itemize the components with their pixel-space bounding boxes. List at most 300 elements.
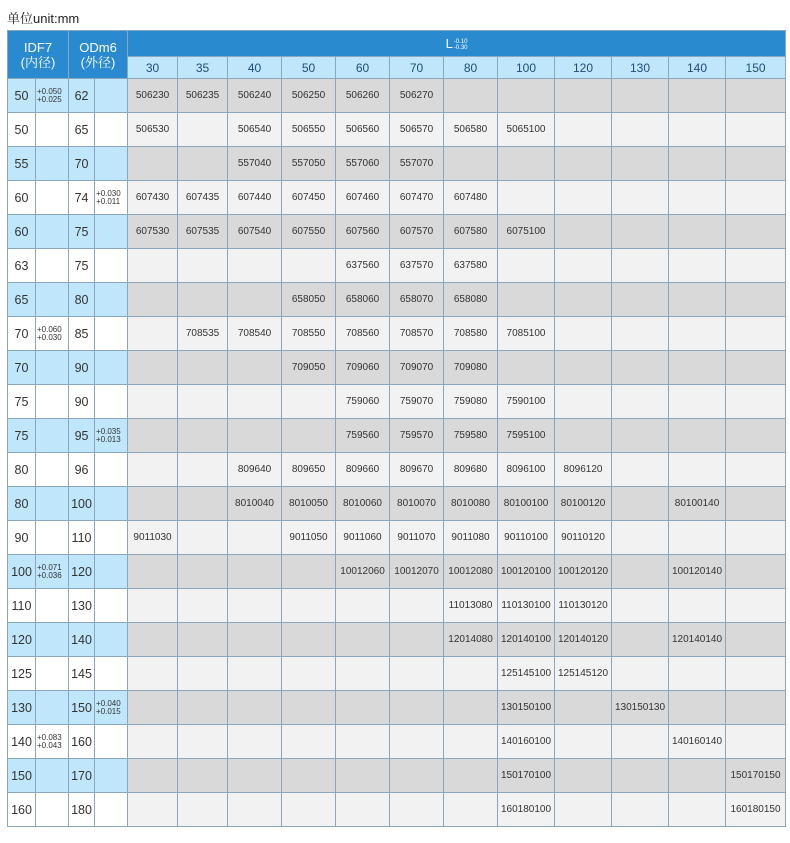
outer-diameter-tolerance: +0.035 +0.013 [96,426,121,444]
inner-diameter-tolerance-cell [36,351,69,385]
part-number-cell [726,725,786,759]
length-header-cell: 120 [555,57,612,79]
outer-diameter-cell: 62 [69,79,95,113]
part-number-cell [444,147,498,181]
outer-diameter-tolerance-cell [95,725,128,759]
part-number-cell: 809660 [336,453,390,487]
length-header-cell: 100 [498,57,555,79]
part-number-cell [178,725,228,759]
part-number-cell: 110130100 [498,589,555,623]
outer-diameter-tolerance-cell [95,249,128,283]
part-number-cell: 160180100 [498,793,555,827]
inner-diameter-tolerance-cell [36,691,69,725]
part-number-cell: 506580 [444,113,498,147]
outer-diameter-tolerance-cell [95,215,128,249]
inner-diameter-tolerance-cell [36,419,69,453]
outer-diameter-cell: 90 [69,385,95,419]
part-number-cell [726,691,786,725]
part-number-cell [612,317,669,351]
part-number-cell [282,419,336,453]
part-number-cell [498,181,555,215]
part-number-cell [282,725,336,759]
outer-diameter-tolerance-cell [95,419,128,453]
od-label-cn: (外径) [80,54,116,70]
part-number-cell [228,385,282,419]
inner-diameter-tolerance-cell [36,623,69,657]
part-number-cell [612,215,669,249]
part-number-cell [726,249,786,283]
part-number-cell [128,453,178,487]
outer-diameter-cell: 80 [69,283,95,317]
part-number-cell: 120140140 [669,623,726,657]
inner-diameter-cell: 60 [8,215,36,249]
part-number-cell: 759560 [336,419,390,453]
part-number-cell [555,351,612,385]
outer-diameter-tolerance-cell [95,181,128,215]
part-number-cell [726,623,786,657]
part-number-cell: 607450 [282,181,336,215]
part-number-cell [228,589,282,623]
outer-diameter-tolerance-cell [95,147,128,181]
part-number-cell [669,113,726,147]
inner-diameter-cell: 80 [8,487,36,521]
inner-diameter-cell: 50 [8,113,36,147]
table-row [8,113,786,147]
part-number-cell: 607435 [178,181,228,215]
part-number-cell: 607470 [390,181,444,215]
inner-diameter-cell: 70 [8,317,36,351]
part-number-cell [669,283,726,317]
length-label: L [445,36,453,51]
part-number-cell [444,79,498,113]
part-number-cell: 506235 [178,79,228,113]
inner-diameter-tolerance-cell [36,657,69,691]
part-number-cell: 7085100 [498,317,555,351]
inner-diameter-cell: 75 [8,385,36,419]
part-number-cell [128,623,178,657]
part-number-cell [178,657,228,691]
part-number-cell [555,113,612,147]
part-number-cell [669,419,726,453]
inner-diameter-tolerance-cell [36,453,69,487]
part-number-cell [336,623,390,657]
part-number-cell [669,351,726,385]
part-number-cell [612,147,669,181]
length-header-cell: 150 [726,57,786,79]
part-number-cell: 557070 [390,147,444,181]
part-number-cell: 637570 [390,249,444,283]
part-number-cell: 160180150 [726,793,786,827]
part-number-cell: 7595100 [498,419,555,453]
outer-diameter-cell: 90 [69,351,95,385]
part-number-cell [726,147,786,181]
inner-diameter-tolerance-cell [36,113,69,147]
part-number-cell [336,691,390,725]
part-number-cell [726,589,786,623]
inner-diameter-cell: 110 [8,589,36,623]
length-header-cell: 60 [336,57,390,79]
part-number-cell [178,521,228,555]
part-number-cell [555,419,612,453]
part-number-cell [128,317,178,351]
part-number-cell [336,725,390,759]
part-number-cell [128,657,178,691]
outer-diameter-tolerance-cell [95,555,128,589]
part-number-cell [178,555,228,589]
part-number-cell [178,147,228,181]
part-number-cell: 9011030 [128,521,178,555]
length-header-cell: 40 [228,57,282,79]
outer-diameter-tolerance-cell [95,759,128,793]
inner-diameter-tolerance-cell [36,589,69,623]
part-number-cell: 7590100 [498,385,555,419]
inner-diameter-tolerance-cell [36,79,69,113]
part-number-cell: 90110120 [555,521,612,555]
table-row [8,453,786,487]
part-number-cell [555,793,612,827]
part-number-cell: 607560 [336,215,390,249]
part-number-cell [228,623,282,657]
part-number-cell: 708540 [228,317,282,351]
id-label-cn: (内径) [20,54,56,70]
table-row [8,317,786,351]
part-number-cell: 658070 [390,283,444,317]
part-number-cell [498,249,555,283]
part-number-cell [726,181,786,215]
part-number-cell: 809640 [228,453,282,487]
inner-diameter-tolerance: +0.050 +0.025 [37,86,62,104]
inner-diameter-tolerance-cell [36,385,69,419]
part-number-cell [178,419,228,453]
part-number-cell [282,691,336,725]
part-number-cell [128,555,178,589]
inner-diameter-tolerance-cell [36,215,69,249]
outer-diameter-tolerance-cell [95,453,128,487]
outer-diameter-cell: 70 [69,147,95,181]
part-number-cell [555,215,612,249]
inner-diameter-cell: 60 [8,181,36,215]
part-number-cell: 607460 [336,181,390,215]
part-number-cell: 90110100 [498,521,555,555]
inner-diameter-cell: 100 [8,555,36,589]
part-number-cell: 120140120 [555,623,612,657]
part-number-cell [282,385,336,419]
part-number-cell: 809670 [390,453,444,487]
part-number-cell [128,147,178,181]
outer-diameter-tolerance-cell [95,317,128,351]
part-number-cell [669,793,726,827]
part-number-cell [726,657,786,691]
part-number-cell: 80100100 [498,487,555,521]
part-number-cell: 12014080 [444,623,498,657]
part-number-cell [390,657,444,691]
outer-diameter-cell: 75 [69,249,95,283]
table-row [8,759,786,793]
inner-diameter-cell: 70 [8,351,36,385]
part-number-cell [178,249,228,283]
outer-diameter-tolerance-cell [95,521,128,555]
part-number-cell [669,181,726,215]
table-row [8,623,786,657]
part-number-cell [612,419,669,453]
part-number-cell [228,283,282,317]
part-number-cell [726,555,786,589]
part-number-cell [612,623,669,657]
table-row [8,215,786,249]
od-column-header [69,31,128,79]
part-number-cell: 150170150 [726,759,786,793]
outer-diameter-cell: 74 [69,181,95,215]
outer-diameter-tolerance-cell [95,589,128,623]
inner-diameter-tolerance-cell [36,317,69,351]
part-number-cell: 708535 [178,317,228,351]
part-number-cell [669,249,726,283]
part-number-cell: 607480 [444,181,498,215]
part-number-cell [128,725,178,759]
part-number-cell [336,759,390,793]
part-number-cell: 11013080 [444,589,498,623]
part-number-cell: 709050 [282,351,336,385]
part-number-cell [228,351,282,385]
part-number-cell: 8010060 [336,487,390,521]
part-number-cell [555,79,612,113]
part-number-cell: 637560 [336,249,390,283]
part-number-cell [726,215,786,249]
inner-diameter-cell: 160 [8,793,36,827]
outer-diameter-cell: 120 [69,555,95,589]
part-number-cell [444,691,498,725]
id-column-header [8,31,69,79]
inner-diameter-tolerance: +0.071 +0.036 [37,562,62,580]
part-number-cell [282,759,336,793]
outer-diameter-cell: 180 [69,793,95,827]
part-number-cell [336,589,390,623]
part-number-cell [726,79,786,113]
part-number-cell [555,725,612,759]
part-number-cell [612,453,669,487]
inner-diameter-cell: 50 [8,79,36,113]
part-number-cell: 759070 [390,385,444,419]
table-row [8,283,786,317]
id-label: IDF7 [23,39,53,55]
part-number-cell: 130150130 [612,691,669,725]
part-number-cell [612,555,669,589]
length-header-cell: 140 [669,57,726,79]
inner-diameter-tolerance-cell [36,249,69,283]
part-number-cell: 10012070 [390,555,444,589]
table-row [8,385,786,419]
part-number-cell [444,759,498,793]
outer-diameter-cell: 140 [69,623,95,657]
part-number-cell: 637580 [444,249,498,283]
part-number-cell: 506570 [390,113,444,147]
part-number-cell [128,589,178,623]
table-row [8,351,786,385]
part-number-cell: 10012060 [336,555,390,589]
part-number-cell [228,657,282,691]
part-number-cell [390,691,444,725]
part-number-cell: 607540 [228,215,282,249]
part-number-cell [498,147,555,181]
part-number-cell [612,351,669,385]
part-number-cell: 8010070 [390,487,444,521]
part-number-cell: 658050 [282,283,336,317]
part-number-cell [612,725,669,759]
table-row [8,487,786,521]
part-number-cell [282,249,336,283]
part-number-cell [669,385,726,419]
part-number-cell: 607550 [282,215,336,249]
outer-diameter-tolerance-cell [95,283,128,317]
part-number-cell [228,555,282,589]
part-number-cell [444,725,498,759]
inner-diameter-cell: 125 [8,657,36,691]
length-header-cell: 30 [128,57,178,79]
part-number-cell: 708580 [444,317,498,351]
part-number-cell [390,793,444,827]
part-number-cell [498,283,555,317]
part-number-cell [669,759,726,793]
part-number-cell: 506250 [282,79,336,113]
part-number-cell [726,351,786,385]
part-number-cell [726,113,786,147]
part-number-cell: 100120140 [669,555,726,589]
part-number-cell [444,657,498,691]
part-number-cell: 809680 [444,453,498,487]
part-number-cell [228,725,282,759]
part-number-cell [555,283,612,317]
inner-diameter-cell: 55 [8,147,36,181]
table-row [8,793,786,827]
inner-diameter-cell: 120 [8,623,36,657]
outer-diameter-cell: 85 [69,317,95,351]
table-row [8,249,786,283]
part-number-cell [726,453,786,487]
od-label: ODm6 [79,39,117,55]
part-number-cell: 759060 [336,385,390,419]
length-header-cell: 80 [444,57,498,79]
part-number-cell [612,283,669,317]
inner-diameter-cell: 63 [8,249,36,283]
part-number-cell [228,793,282,827]
part-number-cell [555,691,612,725]
part-number-cell: 8010050 [282,487,336,521]
outer-diameter-tolerance: +0.040 +0.015 [96,698,121,716]
part-number-cell [726,487,786,521]
part-number-cell: 140160140 [669,725,726,759]
part-number-cell [612,113,669,147]
part-number-cell: 658080 [444,283,498,317]
part-number-cell [128,385,178,419]
part-number-cell [282,793,336,827]
table-row [8,521,786,555]
part-number-cell [128,759,178,793]
part-number-cell [498,351,555,385]
part-number-cell: 100120120 [555,555,612,589]
outer-diameter-cell: 160 [69,725,95,759]
part-number-cell [228,249,282,283]
table-row [8,589,786,623]
part-number-cell: 80100140 [669,487,726,521]
part-number-cell: 150170100 [498,759,555,793]
part-number-cell [128,249,178,283]
part-number-cell: 759570 [390,419,444,453]
part-number-cell [669,317,726,351]
part-number-cell [612,385,669,419]
outer-diameter-tolerance-cell [95,113,128,147]
part-number-cell [178,113,228,147]
part-number-cell: 80100120 [555,487,612,521]
outer-diameter-tolerance-cell [95,487,128,521]
length-header-cell: 70 [390,57,444,79]
part-number-cell: 506550 [282,113,336,147]
part-number-cell: 100120100 [498,555,555,589]
inner-diameter-tolerance: +0.083 +0.043 [37,732,62,750]
part-number-cell [555,181,612,215]
part-number-cell: 506230 [128,79,178,113]
part-number-cell [612,79,669,113]
part-number-cell [282,589,336,623]
part-number-cell: 506270 [390,79,444,113]
table-row [8,691,786,725]
outer-diameter-cell: 65 [69,113,95,147]
part-number-cell [390,623,444,657]
part-number-cell [612,759,669,793]
unit-label: 单位unit:mm [7,11,80,26]
table-row [8,147,786,181]
outer-diameter-tolerance-cell [95,385,128,419]
part-number-cell: 658060 [336,283,390,317]
part-number-cell: 607430 [128,181,178,215]
outer-diameter-cell: 100 [69,487,95,521]
inner-diameter-tolerance-cell [36,521,69,555]
part-number-cell: 10012080 [444,555,498,589]
outer-diameter-cell: 75 [69,215,95,249]
part-number-cell [128,691,178,725]
part-number-cell [555,317,612,351]
length-tolerance: -0.10 -0.30 [453,38,468,51]
part-number-cell: 9011080 [444,521,498,555]
outer-diameter-cell: 96 [69,453,95,487]
part-number-cell [128,283,178,317]
spec-table [7,30,786,827]
outer-diameter-cell: 110 [69,521,95,555]
part-number-cell: 708570 [390,317,444,351]
part-number-cell: 557060 [336,147,390,181]
outer-diameter-cell: 150 [69,691,95,725]
part-number-cell: 9011070 [390,521,444,555]
part-number-cell [669,453,726,487]
part-number-cell [612,249,669,283]
part-number-cell [128,793,178,827]
outer-diameter-cell: 145 [69,657,95,691]
part-number-cell [390,725,444,759]
length-header [128,31,786,57]
part-number-cell [669,79,726,113]
part-number-cell: 506260 [336,79,390,113]
part-number-cell [498,79,555,113]
part-number-cell [444,793,498,827]
table-row [8,657,786,691]
part-number-cell [178,589,228,623]
outer-diameter-cell: 170 [69,759,95,793]
part-number-cell: 8096120 [555,453,612,487]
part-number-cell [390,759,444,793]
part-number-cell: 9011050 [282,521,336,555]
table-row [8,79,786,113]
part-number-cell [555,147,612,181]
part-number-cell [178,487,228,521]
